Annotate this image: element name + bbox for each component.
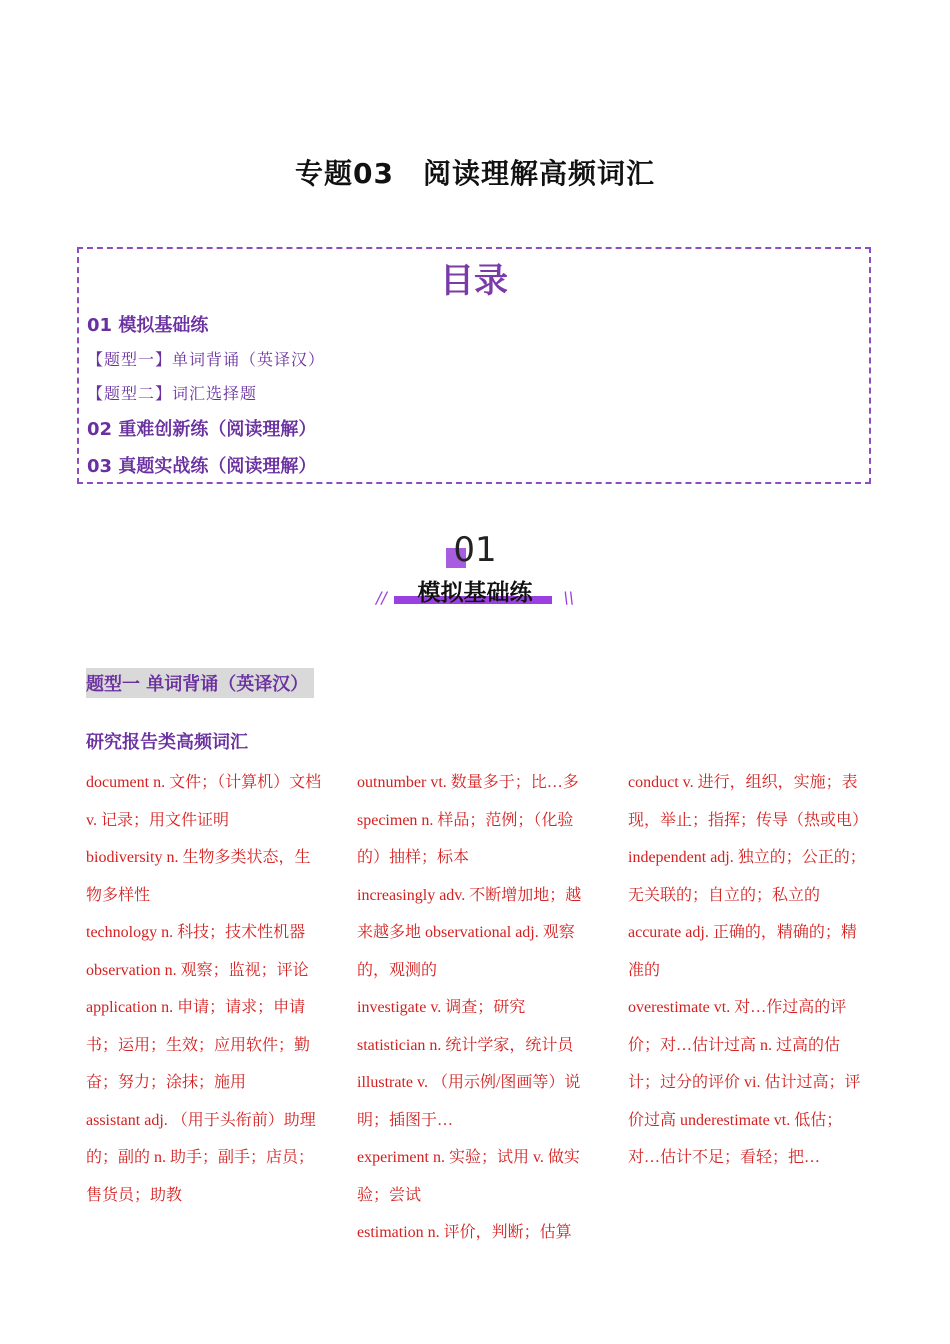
toc-item-type-1[interactable]: 【题型一】单词背诵（英译汉）	[87, 350, 326, 369]
vocab-column-1	[86, 764, 326, 1214]
vocab-entry: accurate adj. 正确的，精确的；精准的	[628, 924, 857, 979]
slash-left-icon: //	[376, 588, 387, 607]
vocab-entry: investigate v. 调查；研究	[357, 999, 526, 1016]
banner-number: 01	[453, 530, 497, 570]
table-of-contents	[77, 247, 871, 484]
vocab-entry: independent adj. 独立的；公正的；无关联的；自立的；私立的	[628, 849, 866, 904]
vocab-entry: assistant adj. （用于头衔前）助理的；副的 n. 助手；副手；店员；售货员；助教	[86, 1111, 316, 1204]
vocab-entry: specimen n. 样品；范例；（化验的）抽样；标本	[357, 811, 574, 866]
banner-title: 模拟基础练	[417, 580, 533, 606]
vocab-section-heading: 研究报告类高频词汇	[86, 732, 248, 753]
toc-item-01[interactable]: 01 模拟基础练	[87, 315, 209, 336]
question-type-label: 题型一 单词背诵（英译汉）	[86, 668, 314, 698]
vocab-entry: document n. 文件；（计算机）文档 v. 记录；用文件证明	[86, 774, 322, 829]
toc-item-02[interactable]: 02 重难创新练（阅读理解）	[87, 419, 317, 440]
slash-right-icon: \\	[563, 588, 574, 607]
toc-item-03[interactable]: 03 真题实战练（阅读理解）	[87, 456, 317, 477]
vocab-entry: estimation n. 评价，判断；估算	[357, 1224, 572, 1241]
vocab-entry: overestimate vt. 对…作过高的评价；对…估计过高 n. 过高的估计；过分的评价 vi. 估计过高；评价过高 underestimate vt. 低估；对…估计不足；看轻；把…	[628, 999, 861, 1166]
vocab-entry: statistician n. 统计学家，统计员	[357, 1036, 574, 1054]
vocab-entry: illustrate v. （用示例/图画等）说明；插图于…	[357, 1074, 581, 1129]
vocab-entry: observation n. 观察；监视；评论	[86, 961, 309, 979]
vocab-entry: conduct v. 进行，组织，实施；表现，举止；指挥；传导（热或电）	[628, 774, 869, 829]
vocab-entry: biodiversity n. 生物多类状态，生物多样性	[86, 849, 311, 904]
page-title: 专题03 阅读理解高频词汇	[295, 157, 655, 190]
vocab-entry: increasingly adv. 不断增加地；越来越多地 observational adj. 观察的，观测的	[357, 886, 582, 979]
vocab-entry: technology n. 科技；技术性机器	[86, 924, 306, 941]
toc-item-type-2[interactable]: 【题型二】词汇选择题	[87, 384, 258, 403]
toc-heading: 目录	[440, 261, 508, 301]
vocab-entry: outnumber vt. 数量多于；比…多	[357, 774, 579, 791]
vocab-column-2	[357, 764, 597, 1252]
vocab-entry: application n. 申请；请求；申请书；运用；生效；应用软件；勤奋；努力；涂抹；施用	[86, 999, 311, 1091]
vocab-entry: experiment n. 实验；试用 v. 做实验；尝试	[357, 1149, 580, 1204]
section-banner	[370, 530, 580, 610]
vocab-column-3	[628, 764, 868, 1177]
